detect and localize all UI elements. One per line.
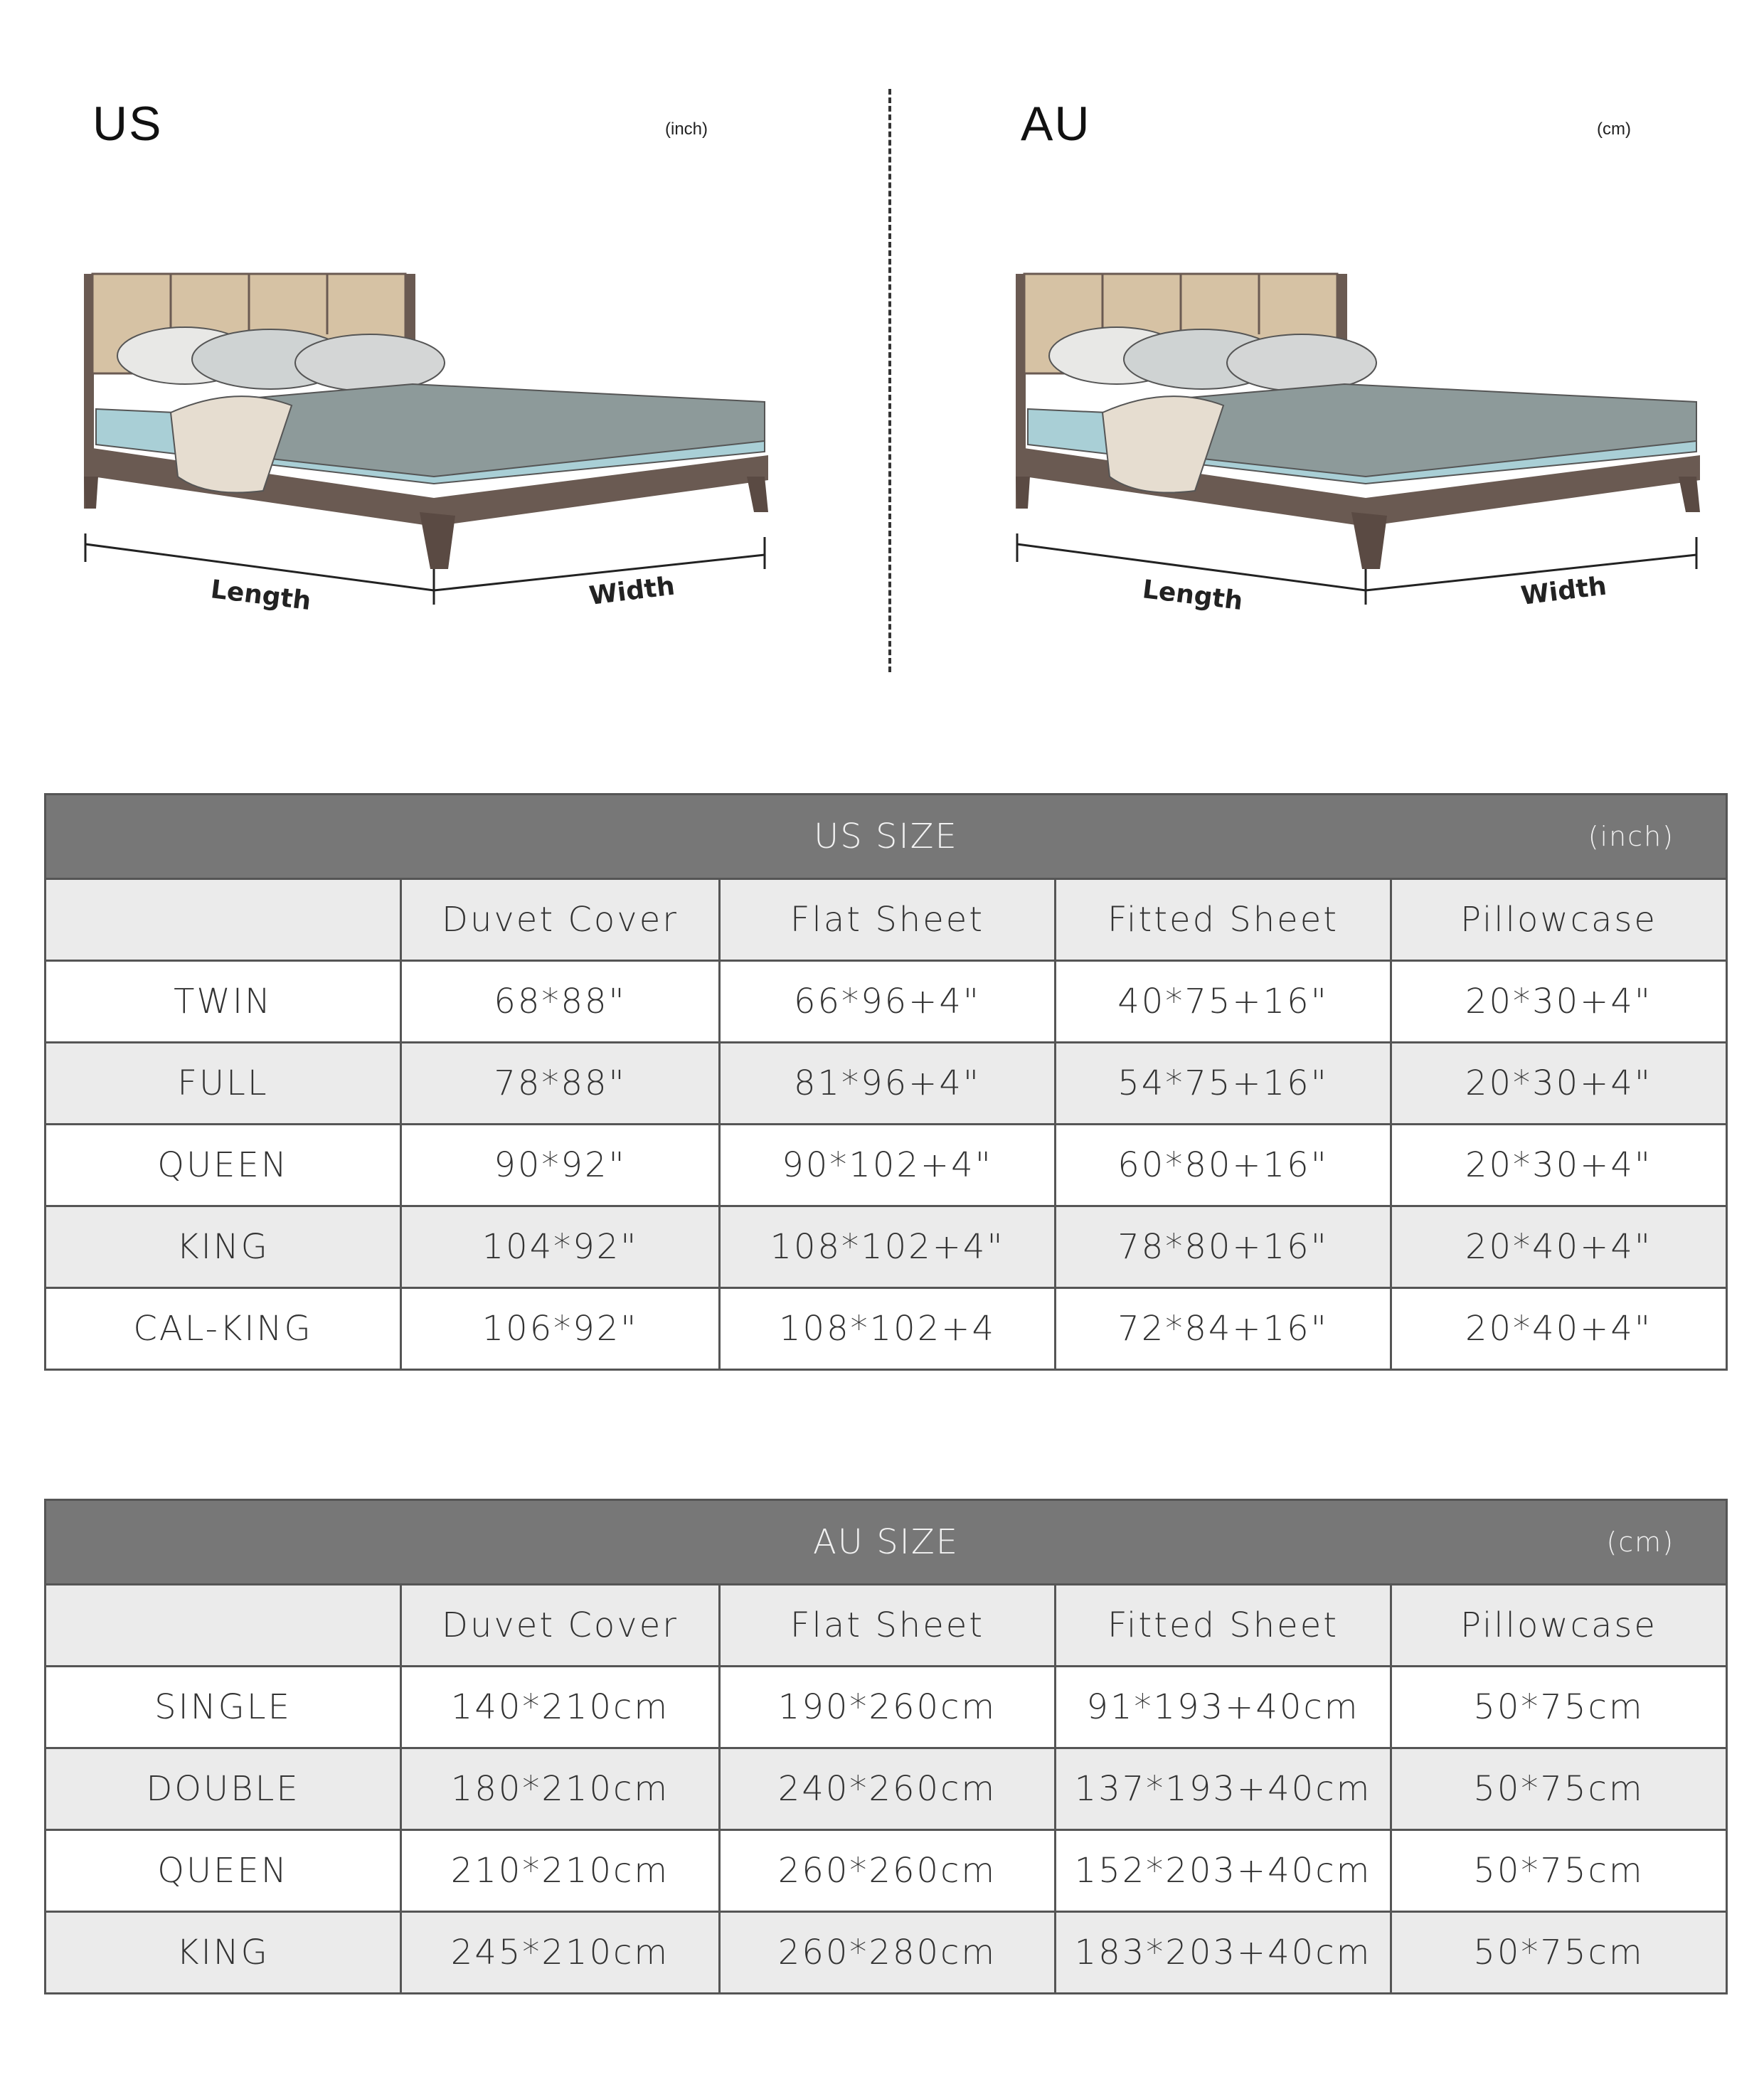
fitted-sheet-value: 91*193+40cm — [1056, 1667, 1391, 1748]
duvet-cover-value: 104*92" — [401, 1206, 720, 1288]
fitted-sheet-value: 137*193+40cm — [1056, 1748, 1391, 1830]
column-header-pillowcase: Pillowcase — [1391, 1585, 1727, 1667]
duvet-cover-value: 106*92" — [401, 1288, 720, 1370]
column-header-duvet-cover: Duvet Cover — [401, 1585, 720, 1667]
table-row — [46, 1748, 1727, 1830]
duvet-cover-value: 68*88" — [401, 961, 720, 1043]
bed-illustration — [1010, 263, 1707, 647]
au-panel-title: AU — [1021, 97, 1091, 151]
pillowcase-value: 20*30+4" — [1391, 1043, 1727, 1125]
table-row — [46, 1830, 1727, 1912]
column-header-fitted-sheet: Fitted Sheet — [1056, 879, 1391, 961]
us-panel-unit: (inch) — [665, 119, 708, 139]
fitted-sheet-value: 60*80+16" — [1056, 1125, 1391, 1206]
table-row — [46, 1667, 1727, 1748]
duvet-cover-value: 210*210cm — [401, 1830, 720, 1912]
bed-pillows — [1049, 327, 1376, 391]
table-row — [46, 1912, 1727, 1994]
table-row — [46, 1288, 1727, 1370]
table-header-row — [46, 795, 1727, 879]
au-panel-unit: (cm) — [1597, 119, 1631, 139]
column-header-duvet-cover: Duvet Cover — [401, 879, 720, 961]
column-header-row — [46, 879, 1727, 961]
flat-sheet-value: 240*260cm — [720, 1748, 1056, 1830]
flat-sheet-value: 190*260cm — [720, 1667, 1056, 1748]
fitted-sheet-value: 152*203+40cm — [1056, 1830, 1391, 1912]
pillowcase-value: 50*75cm — [1391, 1667, 1727, 1748]
pillowcase-value: 50*75cm — [1391, 1748, 1727, 1830]
flat-sheet-value: 90*102+4" — [720, 1125, 1056, 1206]
table-row — [46, 1206, 1727, 1288]
column-header-row — [46, 1585, 1727, 1667]
duvet-cover-value: 180*210cm — [401, 1748, 720, 1830]
table-title-cell — [46, 1500, 1727, 1585]
size-label: FULL — [46, 1043, 401, 1125]
size-label: KING — [46, 1206, 401, 1288]
flat-sheet-value: 260*280cm — [720, 1912, 1056, 1994]
table-title: US SIZE — [814, 817, 958, 856]
us-panel — [0, 0, 882, 711]
pillowcase-value: 20*40+4" — [1391, 1206, 1727, 1288]
size-label: CAL-KING — [46, 1288, 401, 1370]
bed-pillows — [117, 327, 445, 391]
size-label: DOUBLE — [46, 1748, 401, 1830]
fitted-sheet-value: 183*203+40cm — [1056, 1912, 1391, 1994]
flat-sheet-value: 66*96+4" — [720, 961, 1056, 1043]
fitted-sheet-value: 54*75+16" — [1056, 1043, 1391, 1125]
length-label: Length — [1140, 575, 1245, 617]
size-label: SINGLE — [46, 1667, 401, 1748]
pillowcase-value: 20*40+4" — [1391, 1288, 1727, 1370]
column-header-fitted-sheet: Fitted Sheet — [1056, 1585, 1391, 1667]
table-title-cell — [46, 795, 1727, 879]
table-unit: (cm) — [1606, 1526, 1675, 1558]
column-header-flat-sheet: Flat Sheet — [720, 879, 1056, 961]
duvet-cover-value: 140*210cm — [401, 1667, 720, 1748]
corner-cell — [46, 1585, 401, 1667]
duvet-cover-value: 78*88" — [401, 1043, 720, 1125]
size-label: QUEEN — [46, 1830, 401, 1912]
size-label: QUEEN — [46, 1125, 401, 1206]
table-title: AU SIZE — [812, 1522, 960, 1562]
flat-sheet-value: 108*102+4 — [720, 1288, 1056, 1370]
bed-illustration — [78, 263, 775, 647]
flat-sheet-value: 108*102+4" — [720, 1206, 1056, 1288]
us-size-table — [44, 793, 1728, 1371]
length-label: Length — [208, 575, 313, 617]
size-label: KING — [46, 1912, 401, 1994]
duvet-cover-value: 245*210cm — [401, 1912, 720, 1994]
table-row — [46, 1043, 1727, 1125]
size-label: TWIN — [46, 961, 401, 1043]
width-label: Width — [588, 571, 676, 611]
flat-sheet-value: 81*96+4" — [720, 1043, 1056, 1125]
au-panel — [882, 0, 1764, 711]
column-header-pillowcase: Pillowcase — [1391, 879, 1727, 961]
flat-sheet-value: 260*260cm — [720, 1830, 1056, 1912]
table-row — [46, 961, 1727, 1043]
au-size-table — [44, 1499, 1728, 1994]
fitted-sheet-value: 78*80+16" — [1056, 1206, 1391, 1288]
table-header-row — [46, 1500, 1727, 1585]
width-label: Width — [1519, 571, 1608, 611]
duvet-cover-value: 90*92" — [401, 1125, 720, 1206]
fitted-sheet-value: 40*75+16" — [1056, 961, 1391, 1043]
corner-cell — [46, 879, 401, 961]
table-row — [46, 1125, 1727, 1206]
column-header-flat-sheet: Flat Sheet — [720, 1585, 1056, 1667]
pillowcase-value: 50*75cm — [1391, 1830, 1727, 1912]
fitted-sheet-value: 72*84+16" — [1056, 1288, 1391, 1370]
pillowcase-value: 20*30+4" — [1391, 1125, 1727, 1206]
us-panel-title: US — [92, 97, 163, 151]
pillowcase-value: 20*30+4" — [1391, 961, 1727, 1043]
pillowcase-value: 50*75cm — [1391, 1912, 1727, 1994]
table-unit: (inch) — [1588, 821, 1674, 852]
